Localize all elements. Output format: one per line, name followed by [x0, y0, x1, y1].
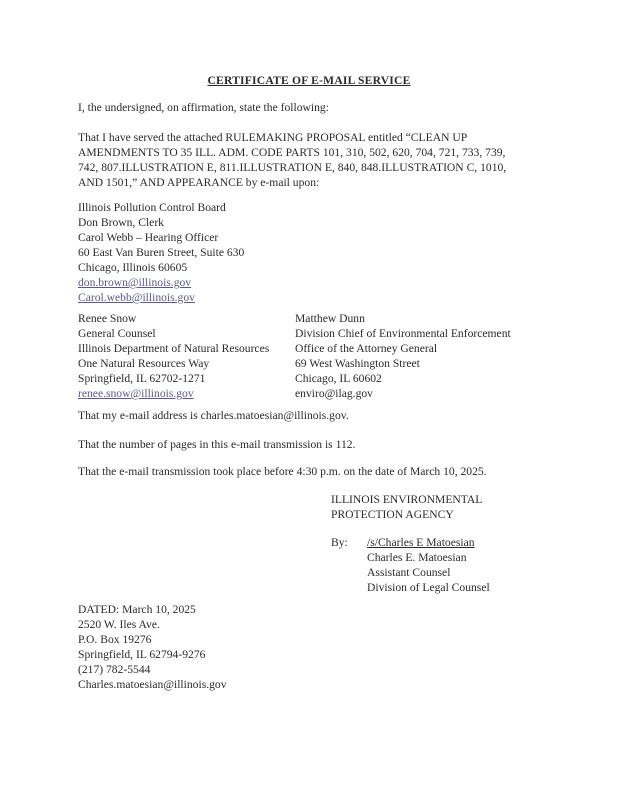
- served-line: AMENDMENTS TO 35 ILL. ADM. CODE PARTS 101, 310, 502, 620, 704, 721, 733, 739,: [78, 146, 506, 159]
- recipient-email-link[interactable]: renee.snow@illinois.gov: [78, 387, 194, 400]
- recipient-right: [295, 311, 511, 401]
- recipient-org: Illinois Department of Natural Resources: [78, 342, 270, 355]
- footer-city: Springfield, IL 62794-9276: [78, 648, 206, 661]
- recipient-org: Office of the Attorney General: [295, 342, 438, 355]
- footer-phone: (217) 782-5544: [78, 663, 151, 676]
- statement-email: That my e-mail address is charles.matoesian@illinois.gov.: [78, 409, 349, 422]
- board-name: Illinois Pollution Control Board: [78, 201, 226, 214]
- signature-block: [367, 535, 490, 595]
- served-line: AND 1501,” AND APPEARANCE by e-mail upon:: [78, 176, 320, 189]
- footer-block: [78, 602, 227, 692]
- electronic-signature: /s/Charles E Matoesian: [367, 536, 475, 549]
- board-street: 60 East Van Buren Street, Suite 630: [78, 246, 245, 259]
- dated-line: DATED: March 10, 2025: [78, 603, 196, 616]
- recipient-street: One Natural Resources Way: [78, 357, 210, 370]
- served-paragraph: [78, 130, 506, 190]
- board-email-link[interactable]: Carol.webb@illinois.gov: [78, 291, 195, 304]
- recipient-street: 69 West Washington Street: [295, 357, 420, 370]
- agency-line: PROTECTION AGENCY: [331, 508, 454, 521]
- signer-name: Charles E. Matoesian: [367, 551, 467, 564]
- signer-division: Division of Legal Counsel: [367, 581, 490, 594]
- footer-email: Charles.matoesian@illinois.gov: [78, 678, 227, 691]
- recipient-city: Chicago, IL 60602: [295, 372, 382, 385]
- recipient-email: enviro@ilag.gov: [295, 387, 373, 400]
- by-label: By:: [331, 536, 348, 549]
- document-title: CERTIFICATE OF E-MAIL SERVICE: [207, 74, 411, 87]
- statement-pages: That the number of pages in this e-mail transmission is 112.: [78, 438, 356, 451]
- agency-name: [331, 492, 482, 522]
- recipient-name: Renee Snow: [78, 312, 137, 325]
- board-email-link[interactable]: don.brown@illinois.gov: [78, 276, 192, 289]
- footer-po-box: P.O. Box 19276: [78, 633, 152, 646]
- recipient-title: Division Chief of Environmental Enforcement: [295, 327, 511, 340]
- board-officer: Carol Webb – Hearing Officer: [78, 231, 219, 244]
- recipient-name: Matthew Dunn: [295, 312, 365, 325]
- footer-street: 2520 W. Iles Ave.: [78, 618, 160, 631]
- served-line: That I have served the attached RULEMAKING PROPOSAL entitled “CLEAN UP: [78, 131, 468, 144]
- board-address: [78, 200, 244, 305]
- board-clerk: Don Brown, Clerk: [78, 216, 164, 229]
- statement-time: That the e-mail transmission took place before 4:30 p.m. on the date of March 10, 2025.: [78, 465, 487, 478]
- recipient-city: Springfield, IL 62702-1271: [78, 372, 206, 385]
- agency-line: ILLINOIS ENVIRONMENTAL: [331, 493, 483, 506]
- board-city: Chicago, Illinois 60605: [78, 261, 188, 274]
- served-line: 742, 807.ILLUSTRATION E, 811.ILLUSTRATION E, 840, 848.ILLUSTRATION C, 1010,: [78, 161, 507, 174]
- signer-title: Assistant Counsel: [367, 566, 451, 579]
- recipient-left: [78, 311, 269, 401]
- recipient-title: General Counsel: [78, 327, 156, 340]
- intro-text: I, the undersigned, on affirmation, state the following:: [78, 101, 329, 114]
